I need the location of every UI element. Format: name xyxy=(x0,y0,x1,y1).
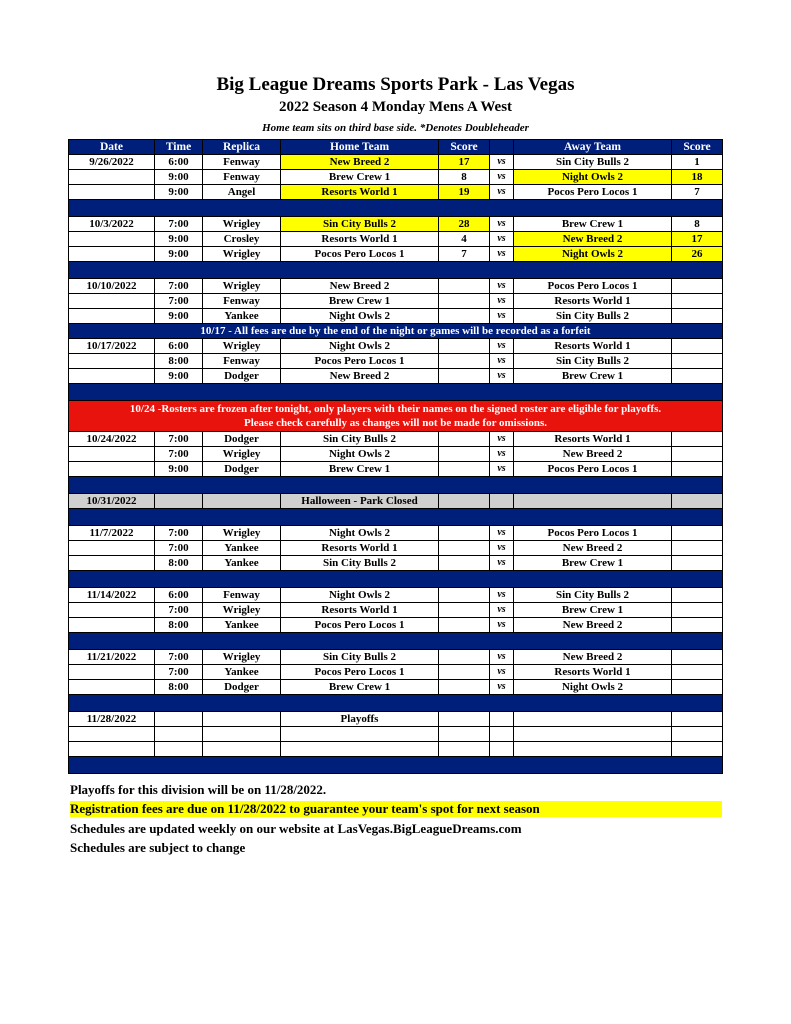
separator-cell xyxy=(69,571,723,588)
header-row xyxy=(69,140,723,155)
home-score-cell xyxy=(439,541,490,556)
home-team-cell: Resorts World 1 xyxy=(281,185,439,200)
home-score-cell xyxy=(439,369,490,384)
game-row xyxy=(69,247,723,262)
away-score-cell xyxy=(672,369,723,384)
time-cell: 7:00 xyxy=(155,665,203,680)
date-cell xyxy=(69,742,155,757)
date-cell: 10/31/2022 xyxy=(69,494,155,509)
separator-cell xyxy=(69,695,723,712)
away-team-cell: Resorts World 1 xyxy=(514,432,672,447)
home-score-cell xyxy=(439,618,490,633)
vs-cell: vs xyxy=(490,680,514,695)
away-team-cell xyxy=(514,742,672,757)
holiday-row xyxy=(69,494,723,509)
away-team-cell: Resorts World 1 xyxy=(514,339,672,354)
home-team-cell: Pocos Pero Locos 1 xyxy=(281,247,439,262)
replica-cell: Dodger xyxy=(203,462,281,477)
holiday-label: Halloween - Park Closed xyxy=(281,494,439,509)
time-cell: 9:00 xyxy=(155,462,203,477)
date-cell xyxy=(69,185,155,200)
away-score-cell xyxy=(672,309,723,324)
home-team-cell: Resorts World 1 xyxy=(281,603,439,618)
schedule-table xyxy=(68,139,723,774)
replica-cell: Dodger xyxy=(203,369,281,384)
home-score-cell xyxy=(439,432,490,447)
away-team-cell: Sin City Bulls 2 xyxy=(514,155,672,170)
date-cell: 9/26/2022 xyxy=(69,155,155,170)
playoffs-note: Playoffs for this division will be on 11/28/2022. xyxy=(70,782,327,797)
time-cell xyxy=(155,727,203,742)
home-team-cell: Pocos Pero Locos 1 xyxy=(281,618,439,633)
notice-row xyxy=(69,324,723,339)
roster-alert-line1: 10/24 -Rosters are frozen after tonight, only players with their names on the signed roster are eligible for playoffs. xyxy=(129,403,662,415)
date-cell: 10/3/2022 xyxy=(69,217,155,232)
vs-cell: vs xyxy=(490,354,514,369)
replica-cell xyxy=(203,712,281,727)
time-cell: 9:00 xyxy=(155,309,203,324)
away-score-cell: 8 xyxy=(672,217,723,232)
separator-row xyxy=(69,571,723,588)
home-team-cell: Sin City Bulls 2 xyxy=(281,556,439,571)
date-cell xyxy=(69,541,155,556)
col-away-header: Away Team xyxy=(514,140,672,155)
vs-cell: vs xyxy=(490,247,514,262)
away-team-cell: New Breed 2 xyxy=(514,541,672,556)
away-team-cell: Brew Crew 1 xyxy=(514,603,672,618)
replica-cell: Dodger xyxy=(203,680,281,695)
game-row xyxy=(69,462,723,477)
away-score-cell xyxy=(672,339,723,354)
time-cell: 7:00 xyxy=(155,650,203,665)
away-score-cell: 18 xyxy=(672,170,723,185)
col-replica-header: Replica xyxy=(203,140,281,155)
time-cell: 7:00 xyxy=(155,603,203,618)
date-cell xyxy=(69,665,155,680)
vs-cell: vs xyxy=(490,650,514,665)
schedule-note: Home team sits on third base side. *Denotes Doubleheader xyxy=(262,122,529,134)
separator-cell xyxy=(69,262,723,279)
vs-cell: vs xyxy=(490,665,514,680)
game-row xyxy=(69,155,723,170)
home-score-cell: 4 xyxy=(439,232,490,247)
vs-cell: vs xyxy=(490,155,514,170)
vs-cell: vs xyxy=(490,541,514,556)
vs-cell xyxy=(490,742,514,757)
home-score-cell xyxy=(439,727,490,742)
roster-alert-row xyxy=(69,401,723,432)
change-note: Schedules are subject to change xyxy=(70,840,246,855)
game-row xyxy=(69,309,723,324)
replica-cell: Yankee xyxy=(203,309,281,324)
away-team-cell: Sin City Bulls 2 xyxy=(514,309,672,324)
replica-cell: Angel xyxy=(203,185,281,200)
game-row xyxy=(69,354,723,369)
home-team-cell xyxy=(281,727,439,742)
game-row xyxy=(69,712,723,727)
away-score-cell: 17 xyxy=(672,232,723,247)
time-cell xyxy=(155,712,203,727)
date-cell: 11/7/2022 xyxy=(69,526,155,541)
time-cell: 8:00 xyxy=(155,354,203,369)
separator-row xyxy=(69,695,723,712)
game-row xyxy=(69,170,723,185)
home-team-cell: Brew Crew 1 xyxy=(281,294,439,309)
schedule-body xyxy=(69,140,723,774)
replica-cell xyxy=(203,494,281,509)
game-row xyxy=(69,185,723,200)
time-cell: 6:00 xyxy=(155,155,203,170)
home-team-cell: New Breed 2 xyxy=(281,279,439,294)
home-team-cell: Night Owls 2 xyxy=(281,339,439,354)
game-row xyxy=(69,232,723,247)
replica-cell: Wrigley xyxy=(203,247,281,262)
time-cell: 7:00 xyxy=(155,279,203,294)
home-team-cell: Playoffs xyxy=(281,712,439,727)
col-home-header: Home Team xyxy=(281,140,439,155)
vs-cell: vs xyxy=(490,185,514,200)
replica-cell: Fenway xyxy=(203,294,281,309)
home-score-cell xyxy=(439,309,490,324)
away-score-cell xyxy=(672,727,723,742)
away-team-cell: Sin City Bulls 2 xyxy=(514,588,672,603)
away-score-cell: 7 xyxy=(672,185,723,200)
game-row xyxy=(69,447,723,462)
vs-cell: vs xyxy=(490,309,514,324)
time-cell: 6:00 xyxy=(155,339,203,354)
home-score-cell xyxy=(439,650,490,665)
away-team-cell: Resorts World 1 xyxy=(514,294,672,309)
away-team-cell: Pocos Pero Locos 1 xyxy=(514,185,672,200)
date-cell xyxy=(69,556,155,571)
page-title: Big League Dreams Sports Park - Las Vegas xyxy=(216,74,575,95)
home-score-cell xyxy=(439,526,490,541)
home-score-cell xyxy=(439,354,490,369)
vs-cell: vs xyxy=(490,447,514,462)
date-cell xyxy=(69,294,155,309)
home-score-cell: 19 xyxy=(439,185,490,200)
home-score-cell: 8 xyxy=(439,170,490,185)
away-score-cell xyxy=(672,279,723,294)
away-team-cell: New Breed 2 xyxy=(514,650,672,665)
home-team-cell: Pocos Pero Locos 1 xyxy=(281,354,439,369)
date-cell xyxy=(69,603,155,618)
away-team-cell: Night Owls 2 xyxy=(514,247,672,262)
replica-cell: Yankee xyxy=(203,618,281,633)
away-team-cell: Resorts World 1 xyxy=(514,665,672,680)
home-score-cell xyxy=(439,603,490,618)
game-row xyxy=(69,665,723,680)
home-team-cell: Night Owls 2 xyxy=(281,526,439,541)
replica-cell: Crosley xyxy=(203,232,281,247)
home-score-cell xyxy=(439,339,490,354)
date-cell xyxy=(69,369,155,384)
date-cell xyxy=(69,447,155,462)
replica-cell: Fenway xyxy=(203,155,281,170)
vs-cell: vs xyxy=(490,462,514,477)
separator-row xyxy=(69,509,723,526)
home-team-cell: Brew Crew 1 xyxy=(281,462,439,477)
registration-note: Registration fees are due on 11/28/2022 to guarantee your team's spot for next season xyxy=(70,801,722,817)
game-row xyxy=(69,339,723,354)
time-cell: 9:00 xyxy=(155,247,203,262)
away-team-cell: Pocos Pero Locos 1 xyxy=(514,526,672,541)
date-cell xyxy=(69,354,155,369)
home-team-cell: Night Owls 2 xyxy=(281,447,439,462)
vs-cell: vs xyxy=(490,369,514,384)
game-row xyxy=(69,279,723,294)
home-team-cell: Pocos Pero Locos 1 xyxy=(281,665,439,680)
home-team-cell: Night Owls 2 xyxy=(281,309,439,324)
away-score-cell: 1 xyxy=(672,155,723,170)
home-team-cell: Sin City Bulls 2 xyxy=(281,432,439,447)
home-score-cell xyxy=(439,462,490,477)
home-team-cell: Brew Crew 1 xyxy=(281,680,439,695)
away-team-cell: Pocos Pero Locos 1 xyxy=(514,462,672,477)
home-team-cell: New Breed 2 xyxy=(281,369,439,384)
vs-cell xyxy=(490,712,514,727)
replica-cell: Wrigley xyxy=(203,279,281,294)
home-team-cell: Brew Crew 1 xyxy=(281,170,439,185)
away-score-cell xyxy=(672,588,723,603)
away-score-cell xyxy=(672,650,723,665)
separator-row xyxy=(69,384,723,401)
replica-cell: Wrigley xyxy=(203,217,281,232)
away-team-cell xyxy=(514,727,672,742)
away-team-cell: Brew Crew 1 xyxy=(514,217,672,232)
home-score-cell xyxy=(439,712,490,727)
game-row xyxy=(69,618,723,633)
game-row xyxy=(69,541,723,556)
home-score-cell xyxy=(439,294,490,309)
time-cell: 9:00 xyxy=(155,185,203,200)
vs-cell: vs xyxy=(490,339,514,354)
home-team-cell: Sin City Bulls 2 xyxy=(281,650,439,665)
vs-cell xyxy=(490,494,514,509)
date-cell xyxy=(69,727,155,742)
vs-cell: vs xyxy=(490,556,514,571)
time-cell: 8:00 xyxy=(155,680,203,695)
date-cell xyxy=(69,618,155,633)
away-team-cell: Sin City Bulls 2 xyxy=(514,354,672,369)
vs-cell: vs xyxy=(490,217,514,232)
away-team-cell: New Breed 2 xyxy=(514,618,672,633)
date-cell: 10/24/2022 xyxy=(69,432,155,447)
time-cell: 9:00 xyxy=(155,170,203,185)
replica-cell: Fenway xyxy=(203,170,281,185)
away-score-cell xyxy=(672,556,723,571)
home-score-cell: 7 xyxy=(439,247,490,262)
game-row xyxy=(69,680,723,695)
date-cell: 11/28/2022 xyxy=(69,712,155,727)
away-score-cell xyxy=(672,603,723,618)
time-cell: 7:00 xyxy=(155,541,203,556)
vs-cell: vs xyxy=(490,526,514,541)
date-cell: 11/14/2022 xyxy=(69,588,155,603)
away-score-cell xyxy=(672,618,723,633)
replica-cell: Dodger xyxy=(203,432,281,447)
col-away-score-header: Score xyxy=(672,140,723,155)
replica-cell xyxy=(203,742,281,757)
home-team-cell: Sin City Bulls 2 xyxy=(281,217,439,232)
replica-cell xyxy=(203,727,281,742)
home-score-cell xyxy=(439,742,490,757)
home-team-cell: Night Owls 2 xyxy=(281,588,439,603)
date-cell: 11/21/2022 xyxy=(69,650,155,665)
separator-cell xyxy=(69,633,723,650)
game-row xyxy=(69,526,723,541)
date-cell xyxy=(69,309,155,324)
date-cell xyxy=(69,462,155,477)
date-cell xyxy=(69,680,155,695)
away-score-cell xyxy=(672,665,723,680)
home-score-cell xyxy=(439,556,490,571)
away-score-cell xyxy=(672,494,723,509)
home-score-cell: 17 xyxy=(439,155,490,170)
time-cell: 7:00 xyxy=(155,217,203,232)
game-row xyxy=(69,294,723,309)
separator-cell xyxy=(69,384,723,401)
away-score-cell xyxy=(672,462,723,477)
game-row xyxy=(69,432,723,447)
away-score-cell xyxy=(672,294,723,309)
home-score-cell xyxy=(439,680,490,695)
separator-cell xyxy=(69,200,723,217)
away-score-cell xyxy=(672,432,723,447)
game-row xyxy=(69,650,723,665)
vs-cell: vs xyxy=(490,232,514,247)
away-team-cell: Brew Crew 1 xyxy=(514,556,672,571)
page-subtitle: 2022 Season 4 Monday Mens A West xyxy=(278,99,513,115)
replica-cell: Yankee xyxy=(203,556,281,571)
time-cell: 8:00 xyxy=(155,618,203,633)
separator-row xyxy=(69,477,723,494)
replica-cell: Fenway xyxy=(203,588,281,603)
vs-cell: vs xyxy=(490,279,514,294)
home-score-cell xyxy=(439,588,490,603)
time-cell: 7:00 xyxy=(155,447,203,462)
away-team-cell: Night Owls 2 xyxy=(514,170,672,185)
away-score-cell: 26 xyxy=(672,247,723,262)
separator-cell xyxy=(69,509,723,526)
time-cell: 9:00 xyxy=(155,369,203,384)
separator-row xyxy=(69,262,723,279)
date-cell: 10/10/2022 xyxy=(69,279,155,294)
date-cell xyxy=(69,170,155,185)
game-row xyxy=(69,742,723,757)
vs-cell xyxy=(490,727,514,742)
vs-cell: vs xyxy=(490,294,514,309)
separator-cell xyxy=(69,757,723,774)
replica-cell: Wrigley xyxy=(203,526,281,541)
separator-row xyxy=(69,633,723,650)
away-score-cell xyxy=(672,712,723,727)
home-score-cell: 28 xyxy=(439,217,490,232)
game-row xyxy=(69,369,723,384)
home-team-cell: New Breed 2 xyxy=(281,155,439,170)
away-score-cell xyxy=(672,526,723,541)
home-team-cell: Resorts World 1 xyxy=(281,232,439,247)
game-row xyxy=(69,217,723,232)
separator-cell xyxy=(69,477,723,494)
away-team-cell: New Breed 2 xyxy=(514,232,672,247)
date-cell: 10/17/2022 xyxy=(69,339,155,354)
game-row xyxy=(69,727,723,742)
vs-cell: vs xyxy=(490,432,514,447)
separator-row xyxy=(69,200,723,217)
replica-cell: Yankee xyxy=(203,541,281,556)
replica-cell: Wrigley xyxy=(203,603,281,618)
game-row xyxy=(69,588,723,603)
home-team-cell xyxy=(281,742,439,757)
vs-cell: vs xyxy=(490,618,514,633)
home-score-cell xyxy=(439,494,490,509)
notice-text: 10/17 - All fees are due by the end of the night or games will be recorded as a forfeit xyxy=(69,324,723,339)
replica-cell: Wrigley xyxy=(203,339,281,354)
replica-cell: Yankee xyxy=(203,665,281,680)
game-row xyxy=(69,603,723,618)
away-team-cell: New Breed 2 xyxy=(514,447,672,462)
time-cell xyxy=(155,742,203,757)
replica-cell: Wrigley xyxy=(203,447,281,462)
roster-alert-line2: Please check carefully as changes will not be made for omissions. xyxy=(244,417,547,429)
time-cell: 7:00 xyxy=(155,432,203,447)
time-cell: 7:00 xyxy=(155,526,203,541)
replica-cell: Wrigley xyxy=(203,650,281,665)
separator-row xyxy=(69,757,723,774)
roster-alert-cell xyxy=(69,401,723,432)
vs-cell: vs xyxy=(490,588,514,603)
away-team-cell: Night Owls 2 xyxy=(514,680,672,695)
home-team-cell: Resorts World 1 xyxy=(281,541,439,556)
away-team-cell xyxy=(514,494,672,509)
time-cell xyxy=(155,494,203,509)
date-cell xyxy=(69,232,155,247)
away-score-cell xyxy=(672,680,723,695)
away-score-cell xyxy=(672,447,723,462)
away-score-cell xyxy=(672,742,723,757)
col-home-score-header: Score xyxy=(439,140,490,155)
home-score-cell xyxy=(439,447,490,462)
home-score-cell xyxy=(439,665,490,680)
game-row xyxy=(69,556,723,571)
replica-cell: Fenway xyxy=(203,354,281,369)
col-date-header: Date xyxy=(69,140,155,155)
away-score-cell xyxy=(672,541,723,556)
time-cell: 8:00 xyxy=(155,556,203,571)
away-team-cell: Brew Crew 1 xyxy=(514,369,672,384)
time-cell: 6:00 xyxy=(155,588,203,603)
home-score-cell xyxy=(439,279,490,294)
away-team-cell: Pocos Pero Locos 1 xyxy=(514,279,672,294)
vs-cell: vs xyxy=(490,170,514,185)
col-vs-header xyxy=(490,140,514,155)
away-score-cell xyxy=(672,354,723,369)
vs-cell: vs xyxy=(490,603,514,618)
date-cell xyxy=(69,247,155,262)
website-note: Schedules are updated weekly on our website at LasVegas.BigLeagueDreams.com xyxy=(70,821,522,836)
time-cell: 7:00 xyxy=(155,294,203,309)
col-time-header: Time xyxy=(155,140,203,155)
time-cell: 9:00 xyxy=(155,232,203,247)
away-team-cell xyxy=(514,712,672,727)
